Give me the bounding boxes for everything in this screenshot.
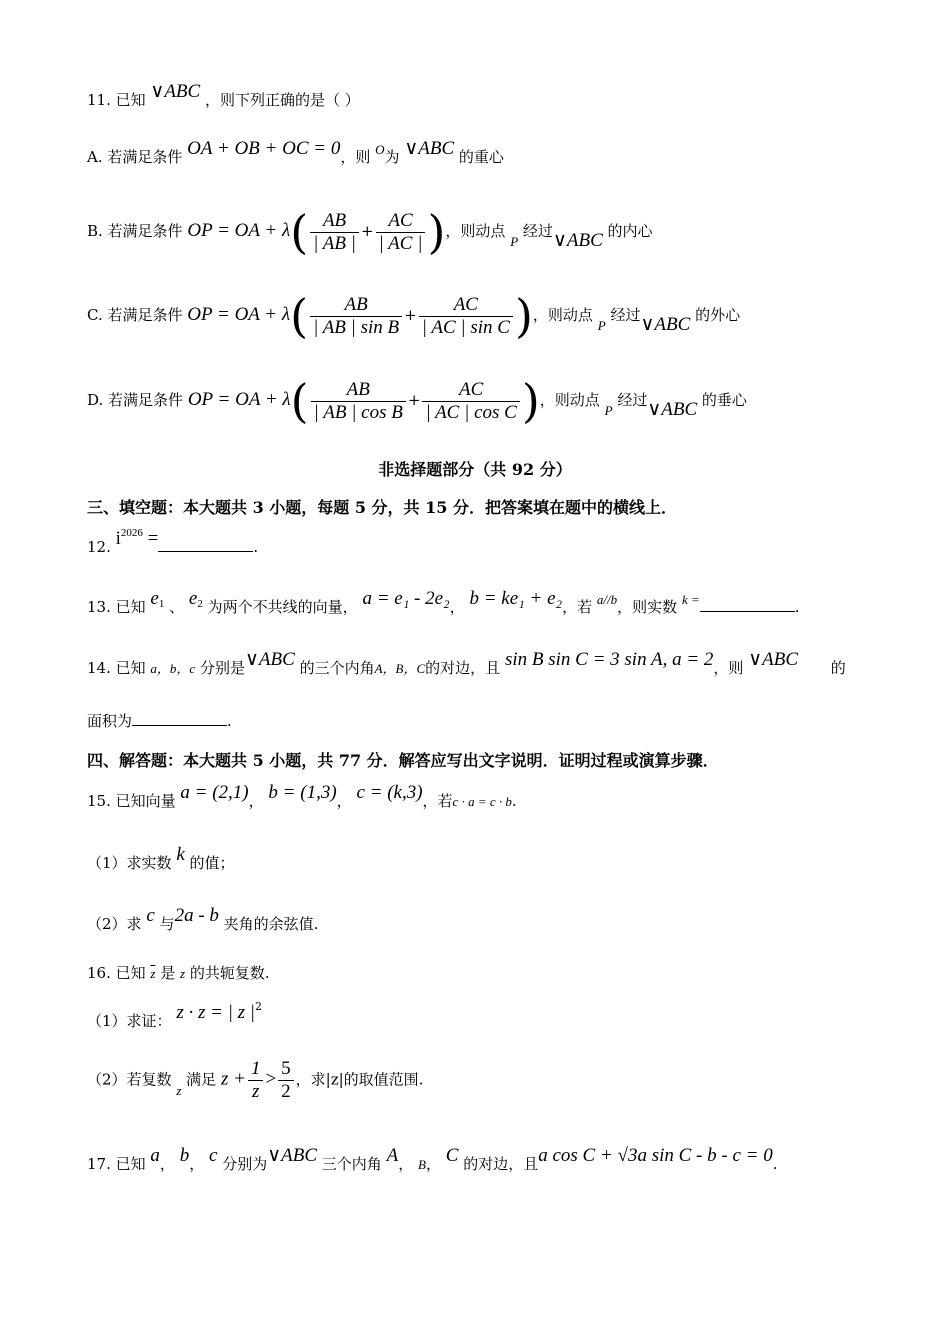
q15-part2: （2）求 c 与2a - b 夹角的余弦值. [87,905,319,933]
q14-formula: sin B sin C = 3 sin A, a = 2 [504,649,714,670]
option-b-lhs: OP = OA + λ [187,220,291,241]
section-heading-4: 四、解答题：本大题共 5 小题，共 77 分．解答应写出文字说明．证明过程或演算步骤． [87,751,719,770]
q11-option-b: B. 若满足条件 OP = OA + λ( $\frac{AB}{| AB |}$ + $\frac{AC}{| AC |}$ )，则动点 P 经过∨ABC 的内心 [87,205,653,259]
q16: 16. 已知 $\overline{z}$ 是 z 的共轭复数. [87,964,270,982]
answer-blank[interactable] [158,537,253,552]
q11-option-c: C. 若满足条件 OP = OA + λ( $\frac{AB}{\text{| AB | sin B}}$ + $\frac{AC}{\text{| AC | sin C}}$ )，则动点 P 经过∨ABC 的外心 [87,289,741,343]
option-d-lhs: OP = OA + λ [187,389,291,410]
option-a-formula: OA + OB + OC = 0 [187,138,341,159]
q15-part1: （1）求实数 k 的值； [87,844,235,872]
q11-stem: 11. 已知 ∨ABC ，则下列正确的是（ ） [87,80,360,109]
q16-part1: （1）求证： z · z = | z $|^2$ [87,1000,263,1030]
q15: 15. 已知向量 a = (2,1)， b = (1,3)， c = (k,3)，若c · a = c · b. [87,782,517,810]
q12: 12. $i^{2026}$ = . [87,527,259,556]
vector-a-def: a = e₁ - 2e₂ [362,588,450,609]
q14-line1: 14. 已知 a，b，c 分别是∨ABC 的三个内角A，B，C的对边，且 sin B sin C = 3 sin A, a = 2，则 ∨ABC 的 [87,648,846,677]
q13: 13. 已知 $e_1$ 、 $e_2$ 为两个不共线的向量， a = e₁ - 2e₂， b = ke₁ + e₂，若 a//b，则实数 k = . [87,588,800,616]
q17-formula: a cos C + √3a sin C - b - c = 0 [538,1145,773,1166]
triangle-symbol: ∨ABC [150,80,201,102]
answer-blank[interactable] [132,711,227,726]
vector-b-def: b = ke₁ + e₂ [469,588,563,609]
q14-line2: 面积为 . [87,712,232,730]
option-c-lhs: OP = OA + λ [187,304,291,325]
section-heading-nonchoice: 非选择题部分（共 92 分） [378,460,572,479]
answer-blank[interactable] [700,597,795,612]
conjugate-identity: z · z = | z | [176,1002,256,1023]
q11-option-a: A. 若满足条件 OA + OB + OC = 0，则 O为 ∨ABC 的重心 [87,137,504,166]
section-heading-3: 三、填空题：本大题共 3 小题，每题 5 分，共 15 分．把答案填在题中的横线上． [87,498,677,517]
q16-part2: （2）若复数 z 满足 z + $\frac{1}{z}$ > $\frac{5}{2}$ ，求|z|的取值范围. [87,1058,424,1102]
q17: 17. 已知 a， b， c 分别为∨ABC 三个内角 A， B， C 的对边，且a cos C + √3a sin C - b - c = 0. [87,1144,778,1173]
q11-option-d: D. 若满足条件 OP = OA + λ( $\frac{AB}{\text{| AB | cos B}}$ + $\frac{AC}{\text{| AC | cos C}}$ )，则动点 P 经过∨ABC 的垂心 [87,374,747,428]
